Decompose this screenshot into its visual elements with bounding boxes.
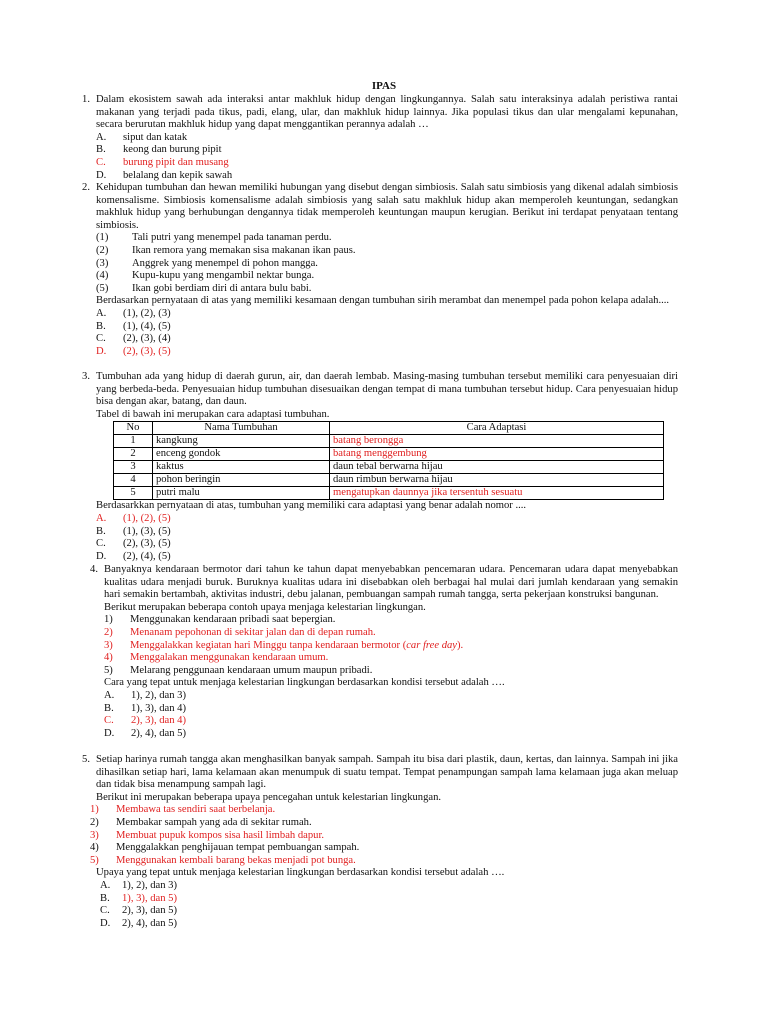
adaptation-table (113, 421, 664, 500)
option-c: C. (2), (3), (4) (96, 333, 171, 345)
statement-5: 5) Menggunakan kembali barang bekas menjadi pot bunga. (90, 854, 356, 866)
option-d: D. 2), 4), dan 5) (100, 917, 178, 929)
table-row (114, 435, 664, 448)
statement-5: 5) Melarang penggunaan kendaraan umum maupun pribadi. (104, 664, 373, 676)
option-c: C. 2), 3), dan 5) (100, 905, 178, 917)
table-intro: Tabel di bawah ini merupakan cara adaptasi tumbuhan. (96, 408, 330, 420)
cell-no: 2 (114, 448, 153, 461)
header-name: Nama Tumbuhan (153, 422, 330, 435)
statement-4: 4) Menggalakan menggunakan kendaraan umum. (104, 652, 329, 664)
option-a: A. 1), 2), dan 3) (104, 689, 187, 701)
cell-name: pohon beringin (153, 474, 330, 487)
question-3 (62, 371, 678, 563)
question-text: Tumbuhan ada yang hidup di daerah gurun, air, dan daerah lembab. Masing-masing tumbuhan tersebut memiliki cara penyesuaian diri yang berbeda-beda. Penyesuaian hidup tumbuhan disesuaikan dengan tempat di mana tumbuhan tersebut hidup. Cara penyesuaian hidup bisa dengan akar, batang, dan daun. (96, 371, 678, 408)
statement-1: (1) Tali putri yang menempel pada tanaman perdu. (96, 232, 332, 244)
question-text: Banyaknya kendaraan bermotor dari tahun ke tahun dapat menyebabkan pencemaran udara. Pencemaran udara dapat menyebabkan kualitas udara menjadi buruk. Buruknya kualitas udara ini disebabkan oleh berbagai hal mulai dari jumlah kendaraan yang semakin hari semakin bertambah, aktivitas industri, debu jalanan, pembuangan sampah rumah tangga, serta pekerjaan konstruksi bangunan. (104, 564, 678, 601)
question-text: Dalam ekosistem sawah ada interaksi antar makhluk hidup dengan lingkungannya. Salah satu interaksinya adalah peristiwa rantai makanan yang terjadi pada tikus, padi, elang, ular, dan makhluk hidup lainnya. Jika populasi tikus dan ular mengalami kepunahan, secara berurutan makhluk hidup yang dapat menggantikan perannya adalah … (96, 94, 678, 131)
question-prompt: Cara yang tepat untuk menjaga kelestarian lingkungan berdasarkan kondisi tersebut adalah …. (104, 677, 505, 689)
cell-name: putri malu (153, 487, 330, 500)
list-intro: Berikut merupakan beberapa contoh upaya menjaga kelestarian lingkungan. (104, 601, 426, 613)
cell-adaptation: daun rimbun berwarna hijau (330, 474, 664, 487)
option-c: C. (2), (3), (5) (96, 538, 171, 550)
question-1 (62, 94, 678, 182)
cell-adaptation: batang menggembung (330, 448, 664, 461)
statement-1: 1) Membawa tas sendiri saat berbelanja. (90, 804, 276, 816)
option-a: A. 1), 2), dan 3) (100, 879, 178, 891)
table-row (114, 461, 664, 474)
option-d-answer: D. (2), (3), (5) (96, 345, 171, 357)
option-a-answer: A. (1), (2), (5) (96, 512, 171, 524)
statement-5: (5) Ikan gobi berdiam diri di antara bulu babi. (96, 282, 312, 294)
statement-3: 3) Menggalakkan kegiatan hari Minggu tanpa kendaraan bermotor (car free day). (104, 639, 464, 651)
statement-1: 1) Menggunakan kendaraan pribadi saat bepergian. (104, 614, 336, 626)
cell-no: 1 (114, 435, 153, 448)
cell-name: kaktus (153, 461, 330, 474)
list-intro: Berikut ini merupakan beberapa upaya pencegahan untuk kelestarian lingkungan. (96, 791, 442, 803)
table-row (114, 487, 664, 500)
option-d: D. (2), (4), (5) (96, 550, 171, 562)
question-number: 4. (90, 564, 98, 575)
question-number: 5. (82, 754, 90, 765)
question-number: 1. (82, 94, 90, 105)
option-a: A. (1), (2), (3) (96, 307, 171, 319)
cell-name: enceng gondok (153, 448, 330, 461)
option-c-answer: C. burung pipit dan musang (96, 156, 229, 168)
page-title: IPAS (371, 80, 397, 92)
cell-adaptation: mengatupkan daunnya jika tersentuh sesuatu (330, 487, 664, 500)
cell-name: kangkung (153, 435, 330, 448)
table-row (114, 474, 664, 487)
option-b: B. keong dan burung pipit (96, 144, 222, 156)
question-prompt: Berdasarkkan pernyataan di atas, tumbuhan yang memiliki cara adaptasi yang benar adalah nomor .... (96, 500, 527, 512)
question-prompt: Berdasarkan pernyataan di atas yang memiliki kesamaan dengan tumbuhan sirih merambat dan menempel pada pohon kelapa adalah.... (96, 295, 670, 307)
option-b-answer: B. 1), 3), dan 5) (100, 892, 178, 904)
statement-2: 2) Menanam pepohonan di sekitar jalan dan di depan rumah. (104, 626, 376, 638)
statement-2: (2) Ikan remora yang memakan sisa makanan ikan paus. (96, 244, 356, 256)
statement-3: (3) Anggrek yang menempel di pohon mangga. (96, 257, 318, 269)
table-header-row (114, 422, 664, 435)
header-adaptation: Cara Adaptasi (330, 422, 664, 435)
question-5 (62, 754, 678, 930)
cell-no: 3 (114, 461, 153, 474)
option-c-answer: C. 2), 3), dan 4) (104, 715, 187, 727)
question-4 (70, 564, 678, 740)
option-a: A. siput dan katak (96, 131, 188, 143)
cell-no: 4 (114, 474, 153, 487)
question-prompt: Upaya yang tepat untuk menjaga kelestarian lingkungan berdasarkan kondisi tersebut adalah …. (96, 867, 505, 879)
statement-3: 3) Membuat pupuk kompos sisa hasil limbah dapur. (90, 829, 325, 841)
statement-4: (4) Kupu-kupu yang mengambil nektar bunga. (96, 270, 315, 282)
question-text: Setiap harinya rumah tangga akan menghasilkan banyak sampah. Sampah itu bisa dari plastik, daun, kertas, dan lainnya. Sampah ini jika dihasilkan setiap hari, lama kelamaan akan menumpuk di suatu tempat. Tempat penampungan sampah lama kelamaan juga akan meluap dan tidak bisa menampung sampah lagi. (96, 754, 678, 791)
option-b: B. (1), (4), (5) (96, 320, 171, 332)
question-number: 3. (82, 371, 90, 382)
cell-no: 5 (114, 487, 153, 500)
option-b: B. (1), (3), (5) (96, 525, 171, 537)
header-no: No (114, 422, 153, 435)
cell-adaptation: batang berongga (330, 435, 664, 448)
table-row (114, 448, 664, 461)
option-d: D. belalang dan kepik sawah (96, 169, 233, 181)
option-b: B. 1), 3), dan 4) (104, 702, 187, 714)
option-d: D. 2), 4), dan 5) (104, 727, 187, 739)
cell-adaptation: daun tebal berwarna hijau (330, 461, 664, 474)
statement-4: 4) Menggalakkan penghijauan tempat pembuangan sampah. (90, 842, 360, 854)
question-2 (62, 182, 678, 358)
question-number: 2. (82, 182, 90, 193)
question-text: Kehidupan tumbuhan dan hewan memiliki hubungan yang disebut dengan simbiosis. Salah satu simbiosis yang dikenal adalah simbiosis komensalisme. Simbiosis komensalisme adalah simbiosis yang salah satu makhluk hidup akan memperoleh keuntungan, sedangkan makhluk hidup yang berhubungan dengannya tidak memperoleh keuntungan maupun kerugian. Berikut ini terdapat penyataan tentang simbiosis. (96, 182, 678, 231)
statement-2: 2) Membakar sampah yang ada di sekitar rumah. (90, 816, 312, 828)
